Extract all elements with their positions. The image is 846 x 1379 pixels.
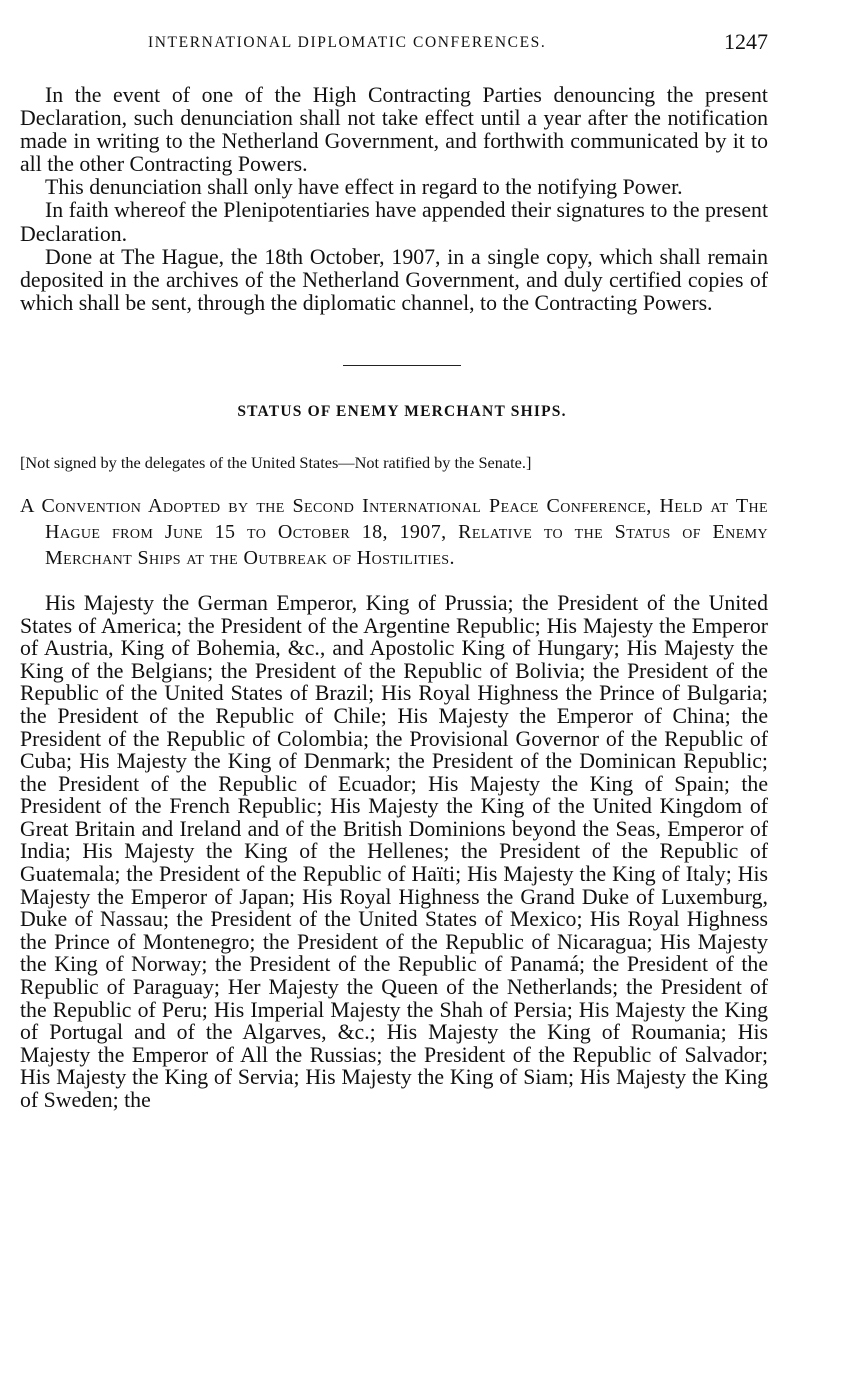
running-title: INTERNATIONAL DIPLOMATIC CONFERENCES. [148, 34, 547, 51]
convention-body [20, 592, 768, 1112]
running-header [20, 30, 768, 58]
section-title: STATUS OF ENEMY MERCHANT SHIPS. [237, 402, 567, 420]
paragraph-parties: His Majesty the German Emperor, King of Prussia; the President of the United States of America; the President of the Argentine Republic; His Majesty the Emperor of Austria, King of Bohemia, &c., and Apostolic King of Hungary; His Majesty the King of the Belgians; the President of the Republic of Bolivia; the President of the Republic of the United States of Brazil; His Royal Highness the Prince of Bulgaria; the President of the Republic of Chile; His Majesty the Emperor of China; the President of the Republic of Colombia; the Provisional Governor of the Republic of Cuba; His Majesty the King of Denmark; the President of the Dominican Republic; the President of the Republic of Ecuador; His Majesty the King of Spain; the President of the French Republic; His Majesty the King of the United Kingdom of Great Britain and Ireland and of the British Dominions beyond the Seas, Emperor of India; His Majesty the King of the Hellenes; the President of the Republic of Guatemala; the President of the Republic of Haïti; His Majesty the King of Italy; His Majesty the Emperor of Japan; His Royal Highness the Grand Duke of Luxemburg, Duke of Nassau; the President of the United States of Mexico; His Royal Highness the Prince of Montenegro; the President of the Republic of Nicaragua; His Majesty the King of Norway; the President of the Republic of Panamá; the President of the Republic of Paraguay; Her Majesty the Queen of the Netherlands; the President of the Republic of Peru; His Imperial Majesty the Shah of Persia; His Majesty the King of Portugal and of the Algarves, &c.; His Majesty the King of Roumania; His Majesty the Emperor of All the Russias; the President of the Republic of Salvador; His Majesty the King of Servia; His Majesty the King of Siam; His Majesty the King of Sweden; the [20, 590, 768, 1112]
paragraph-denunciation: In the event of one of the High Contracting Parties denouncing the present Declaration, such denunciation shall not take effect until a year after the notification made in writing to the Netherland Government, and forthwith communicated by it to all the other Contracting Powers. [20, 83, 768, 177]
convention-title: A Convention Adopted by the Second International Peace Conference, Held at The Hague from June 15 to October 18, 1907, Relative to the Status of Enemy Merchant Ships at the Outbreak of Hostilities. [20, 494, 768, 569]
page-number: 1247 [724, 29, 768, 54]
document-page [20, 30, 768, 1112]
section-divider [343, 365, 461, 366]
paragraph-done-at: Done at The Hague, the 18th October, 1907, in a single copy, which shall remain deposited in the archives of the Netherland Government, and duly certified copies of which shall be sent, through the diplomatic channel, to the Contracting Powers. [20, 244, 768, 315]
paragraph-effect: This denunciation shall only have effect in regard to the notifying Power. [45, 175, 683, 200]
ratification-note: [Not signed by the delegates of the United States—Not ratified by the Senate.] [20, 452, 532, 472]
paragraph-signatures: In faith whereof the Plenipotentiaries have appended their signatures to the present Declaration. [20, 198, 768, 246]
